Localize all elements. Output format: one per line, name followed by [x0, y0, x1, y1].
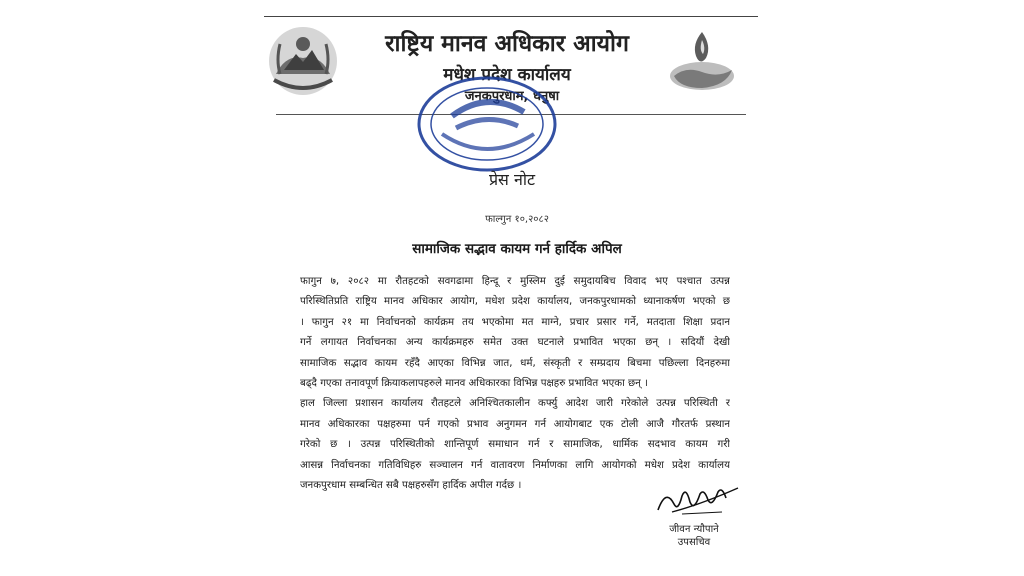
- office-location: जनकपुरधाम, धनुषा: [464, 89, 560, 104]
- handwritten-signature: [652, 482, 742, 520]
- signer-title: उपसचिव: [677, 537, 711, 548]
- document-body: [300, 272, 730, 496]
- nhrc-logo-icon: [666, 26, 738, 94]
- office-stamp: [412, 72, 562, 182]
- body-line: गरेको छ । उत्पन्न परिस्थितीको शान्तिपूर्ण समाधान गर्न र सामाजिक, धार्मिक सदभाव कायम गरी: [300, 439, 730, 451]
- document-type: प्रेस नोट: [488, 170, 536, 189]
- body-line: हाल जिल्ला प्रशासन कार्यालय रौतहटले अनिश्चितकालीन कर्फ्यु आदेश जारी गरेकोले उत्पन्न परिस्थिती र: [300, 398, 730, 410]
- signer-name: जीवन न्यौपाने: [669, 524, 719, 535]
- body-line: जनकपुरधाम सम्बन्धित सबै पक्षहरुसँग हार्दिक अपील गर्दछ ।: [300, 479, 522, 491]
- body-line: फागुन ७, २०८२ मा रौतहटको सवगढामा हिन्दू र मुस्लिम दुई समुदायबिच विवाद भए पश्चात उत्पन्न: [300, 276, 730, 287]
- body-line: गर्ने लगायत निर्वाचनका अन्य कार्यक्रमहरु समेत उक्त घटनाले प्रभावित भएका छन् । सदियौं देखी: [300, 337, 730, 349]
- press-note-document: [262, 0, 762, 576]
- body-line: बढ्दै गएका तनावपूर्ण क्रियाकलापहरुले मानव अधिकारका विभिन्न पक्षहरु प्रभावित भएका छन् ।: [300, 377, 648, 389]
- body-line: परिस्थितिप्रति राष्ट्रिय मानव अधिकार आयोग, मधेश प्रदेश कार्यालय, जनकपुरधामको ध्यानाकर्षण भएको छ: [300, 296, 730, 308]
- nepal-emblem-icon: [266, 24, 340, 98]
- body-line: । फागुन २१ मा निर्वाचनको कार्यक्रम तय भएकोमा मत माग्ने, प्रचार प्रसार गर्ने, मतदाता शिक्षा प्रदान: [300, 316, 730, 328]
- document-date: फाल्गुन १०,२०८२: [485, 214, 549, 225]
- body-line: सामाजिक सद्भाव कायम रहँदै आएका विभिन्न जात, धर्म, संस्कृती र सम्प्रदाय बिचमा पछिल्ला दिनहरुमा: [300, 357, 730, 369]
- top-divider: [264, 16, 758, 17]
- office-name: मधेश प्रदेश कार्यालय: [443, 65, 571, 85]
- body-line: आसन्न निर्वाचनका गतिविधिहरु सञ्चालन गर्न वातावरण निर्माणका लागि आयोगको मधेश प्रदेश कार्यालय: [300, 459, 730, 471]
- organization-name: राष्ट्रिय मानव अधिकार आयोग: [385, 31, 629, 57]
- document-subject: सामाजिक सद्भाव कायम गर्न हार्दिक अपिल: [412, 241, 622, 257]
- body-line: मानव अधिकारका पक्षहरुमा पर्न गएको प्रभाव अनुगमन गर्न आयोगबाट एक टोली आजै गौरतर्फ प्रस्थान: [300, 418, 730, 430]
